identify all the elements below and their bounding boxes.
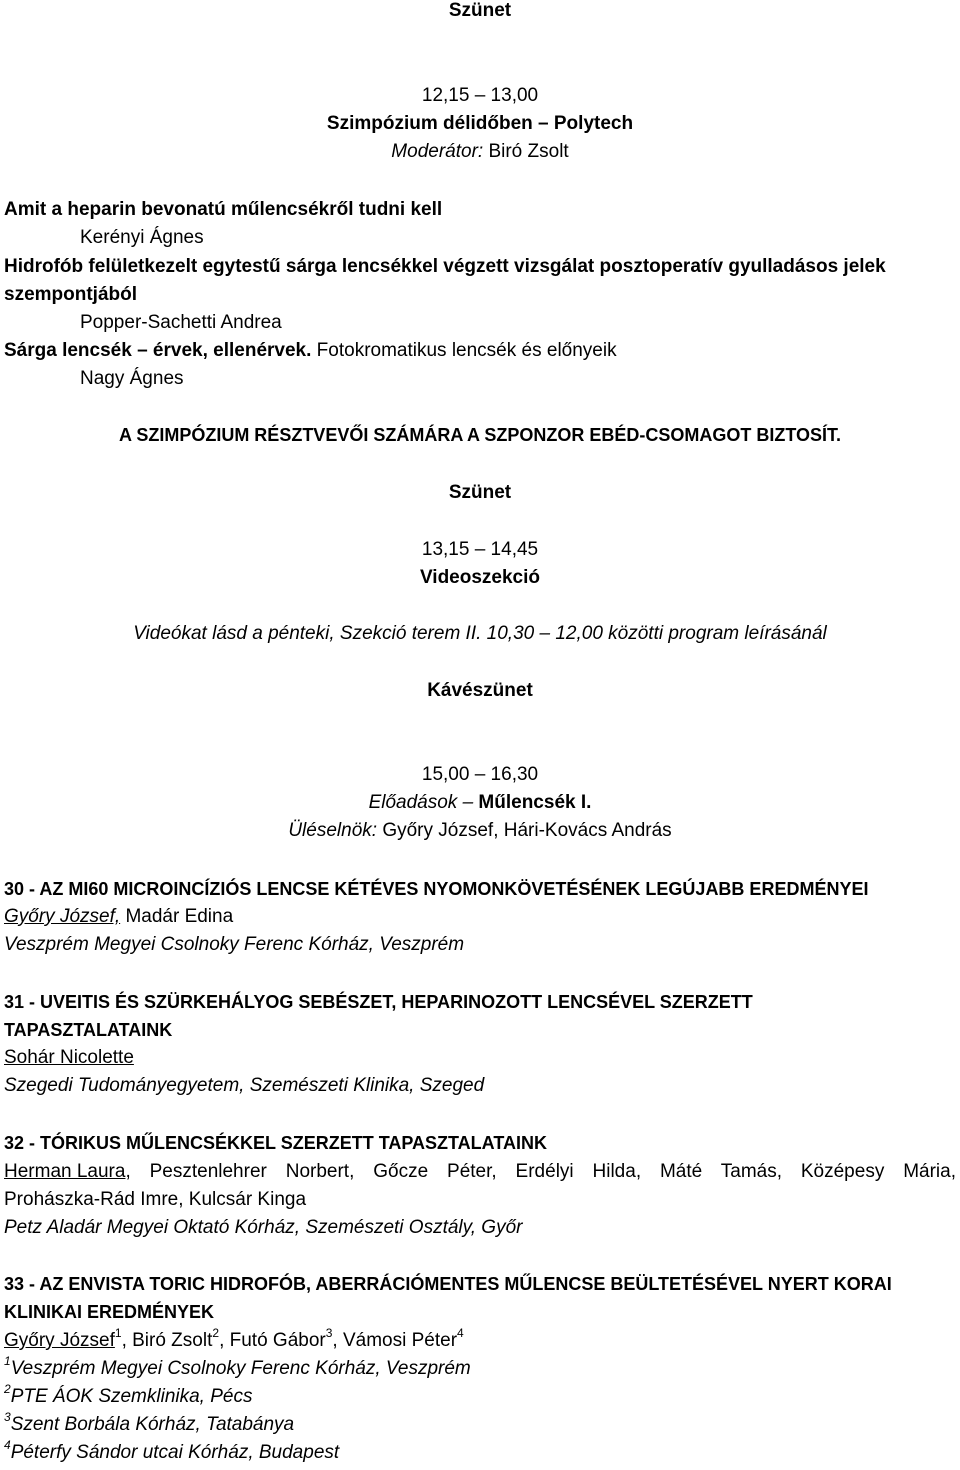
co-author: , Vámosi Péter bbox=[332, 1330, 458, 1351]
affiliation-sup: 3 bbox=[4, 1409, 11, 1424]
affiliation-text: PTE ÁOK Szemklinika, Pécs bbox=[10, 1386, 253, 1407]
talk-title-bold: Sárga lencsék – érvek, ellenérvek. bbox=[4, 340, 312, 361]
video-title: Videoszekció bbox=[419, 567, 541, 588]
co-author: , Biró Zsolt bbox=[121, 1330, 213, 1351]
abstract-authors bbox=[4, 1325, 956, 1354]
affiliation-sup: 1 bbox=[4, 1353, 11, 1368]
talk-title: Amit a heparin bevonatú műlencsékről tudni kell bbox=[4, 199, 443, 220]
session-chairs bbox=[0, 818, 960, 844]
session-title bbox=[0, 790, 960, 816]
symposium-time: 12,15 – 13,00 bbox=[421, 85, 539, 106]
talk-title bbox=[4, 338, 956, 364]
author-sup: 4 bbox=[457, 1325, 464, 1340]
affiliation-3 bbox=[4, 1409, 956, 1438]
abstract-title: 31 - UVEITIS ÉS SZÜRKEHÁLYOG SEBÉSZET, HEPARINOZOTT LENCSÉVEL SZERZETT bbox=[4, 992, 753, 1012]
abstract-title-cont: KLINIKAI EREDMÉNYEK bbox=[4, 1302, 215, 1322]
affiliation-sup: 4 bbox=[4, 1437, 11, 1452]
coffee-break-heading: Kávészünet bbox=[427, 680, 533, 701]
sponsor-note: A SZIMPÓZIUM RÉSZTVEVŐI SZÁMÁRA A SZPONZOR EBÉD-CSOMAGOT BIZTOSÍT. bbox=[118, 425, 841, 445]
moderator-name: Biró Zsolt bbox=[488, 141, 569, 162]
presenting-author: Herman Laura bbox=[4, 1161, 126, 1182]
session-name: Műlencsék I. bbox=[478, 792, 592, 813]
talk-speaker: Nagy Ágnes bbox=[80, 368, 184, 389]
chairs-label: Üléselnök: bbox=[288, 820, 378, 841]
affiliation-sup: 2 bbox=[4, 1381, 11, 1396]
affiliation-text: Veszprém Megyei Csolnoky Ferenc Kórház, Veszprém bbox=[10, 1358, 471, 1379]
symposium-title: Szimpózium délidőben – Polytech bbox=[326, 113, 634, 134]
affiliation-1 bbox=[4, 1353, 956, 1382]
talk-title-rest: Fotokromatikus lencsék és előnyeik bbox=[316, 340, 617, 361]
co-authors-cont: Prohászka-Rád Imre, Kulcsár Kinga bbox=[4, 1189, 307, 1210]
break-heading: Szünet bbox=[448, 0, 512, 21]
affiliation-4 bbox=[4, 1437, 956, 1466]
break-heading: Szünet bbox=[448, 482, 512, 503]
presenting-author: Győry József bbox=[4, 1330, 115, 1351]
presenting-author: Győry József, bbox=[4, 906, 121, 927]
co-authors: Madár Edina bbox=[125, 906, 234, 927]
abstract-title: 32 - TÓRIKUS MŰLENCSÉKKEL SZERZETT TAPASZTALATAINK bbox=[4, 1133, 547, 1153]
video-note: Videókat lásd a pénteki, Szekció terem II. 10,30 – 12,00 közötti program leírásánál bbox=[133, 623, 827, 644]
affiliation-2 bbox=[4, 1381, 956, 1410]
chairs-names: Győry József, Hári-Kovács András bbox=[382, 820, 672, 841]
moderator-label: Moderátor: bbox=[391, 141, 484, 162]
affiliation-text: Péterfy Sándor utcai Kórház, Budapest bbox=[10, 1442, 340, 1463]
affiliation-text: Szent Borbála Kórház, Tatabánya bbox=[10, 1414, 295, 1435]
symposium-moderator bbox=[0, 139, 960, 165]
video-time: 13,15 – 14,45 bbox=[421, 539, 539, 560]
abstract-affiliation: Szegedi Tudományegyetem, Szemészeti Klinika, Szeged bbox=[4, 1075, 485, 1096]
talk-speaker: Kerényi Ágnes bbox=[80, 227, 204, 248]
abstract-authors bbox=[4, 1159, 956, 1185]
author-sup: 2 bbox=[212, 1325, 220, 1340]
co-author: , Futó Gábor bbox=[219, 1330, 326, 1351]
co-authors: , Pesztenlehrer Norbert, Gőcze Péter, Erdélyi Hilda, Máté Tamás, Középesy Mária, bbox=[125, 1161, 956, 1182]
abstract-title: 30 - AZ MI60 MICROINCÍZIÓS LENCSE KÉTÉVES NYOMONKÖVETÉSÉNEK LEGÚJABB EREDMÉNYEI bbox=[4, 879, 869, 899]
talk-title-cont: szempontjából bbox=[4, 284, 138, 305]
presenting-author: Sohár Nicolette bbox=[4, 1047, 134, 1068]
talk-title: Hidrofób felületkezelt egytestű sárga lencsékkel végzett vizsgálat posztoperatív gyulladásos jelek bbox=[4, 256, 886, 277]
author-sup: 1 bbox=[114, 1325, 122, 1340]
abstract-affiliation: Veszprém Megyei Csolnoky Ferenc Kórház, Veszprém bbox=[4, 934, 465, 955]
abstract-authors bbox=[4, 904, 956, 930]
talk-speaker: Popper-Sachetti Andrea bbox=[80, 312, 282, 333]
session-label: Előadások – bbox=[368, 792, 474, 813]
session-time: 15,00 – 16,30 bbox=[421, 764, 539, 785]
abstract-affiliation: Petz Aladár Megyei Oktató Kórház, Szemészeti Osztály, Győr bbox=[4, 1217, 523, 1238]
abstract-title-cont: TAPASZTALATAINK bbox=[4, 1020, 173, 1040]
author-sup: 3 bbox=[325, 1325, 333, 1340]
abstract-title: 33 - AZ ENVISTA TORIC HIDROFÓB, ABERRÁCIÓMENTES MŰLENCSE BEÜLTETÉSÉVEL NYERT KORAI bbox=[4, 1274, 892, 1294]
